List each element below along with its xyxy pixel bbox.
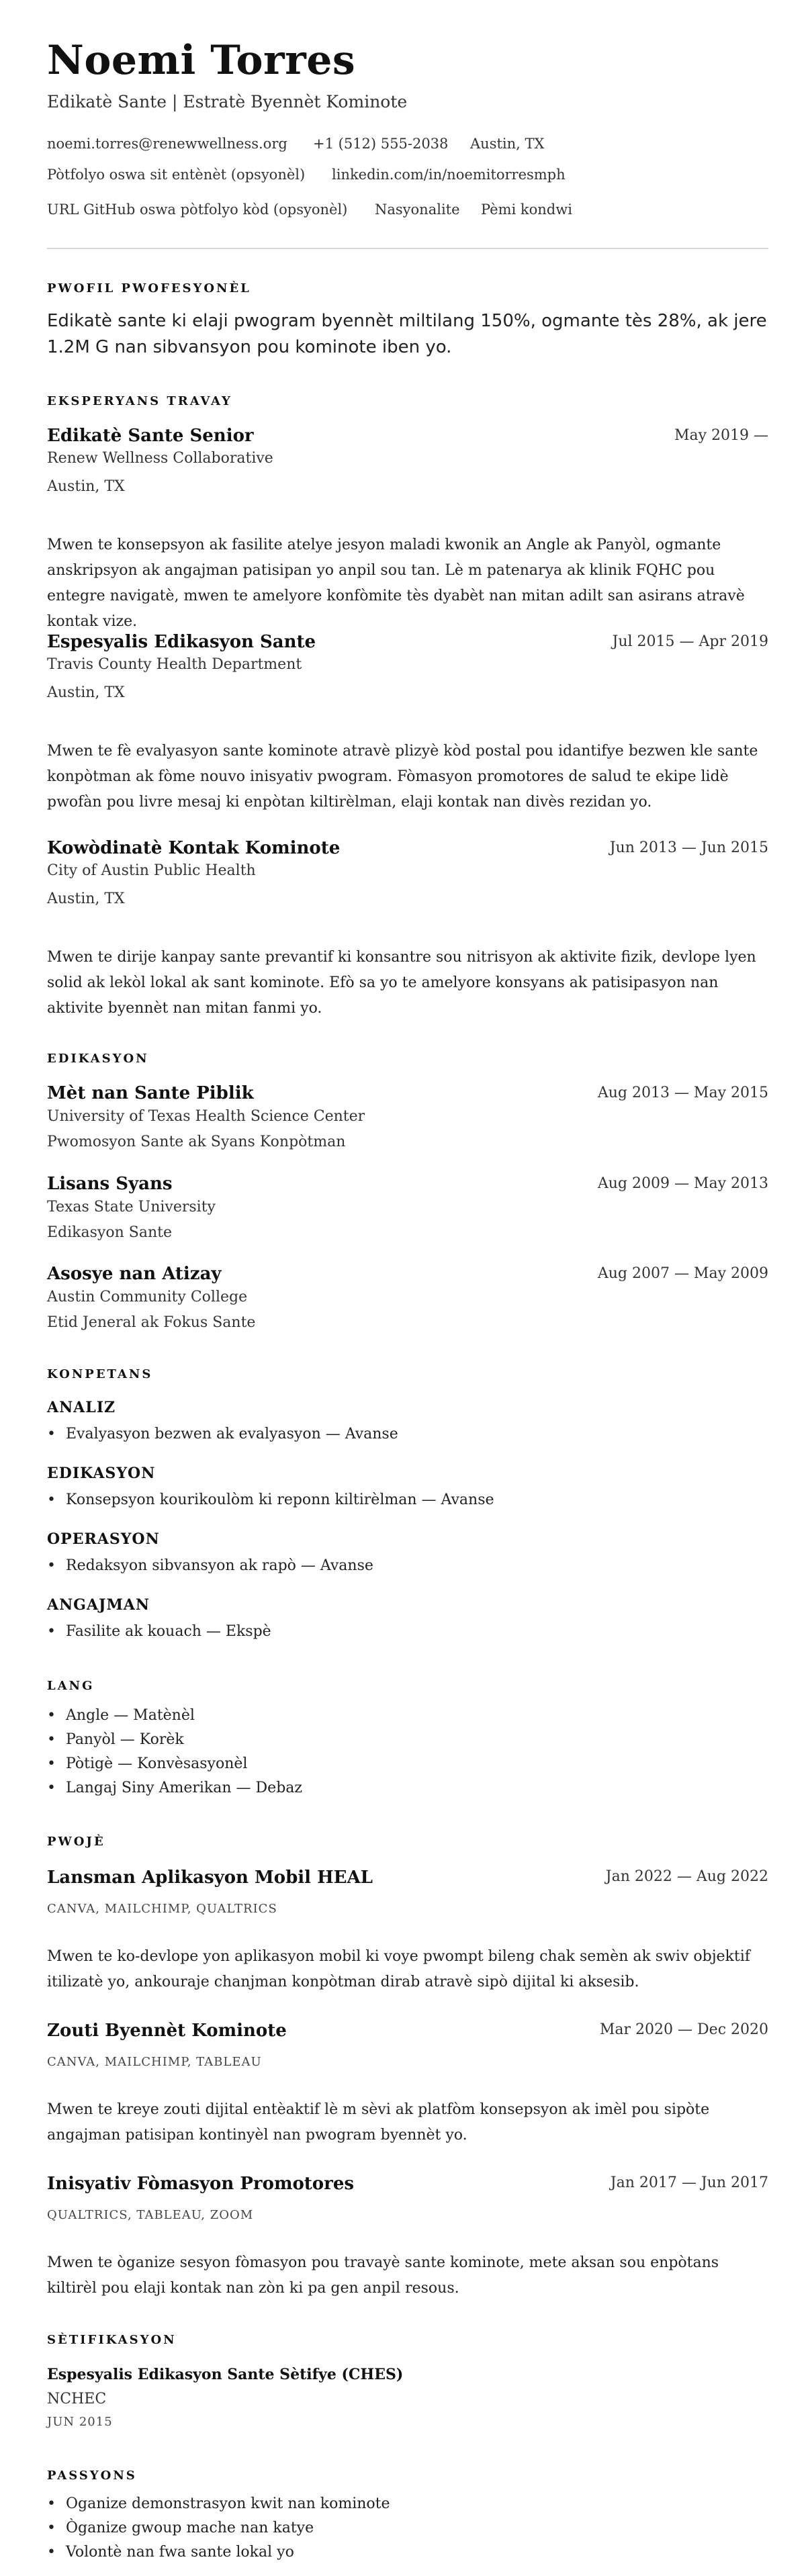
section-title-skills: KONPETANS <box>47 1367 153 1381</box>
education-field: Pwomosyon Sante ak Syans Konpòtman <box>47 1134 346 1150</box>
experience-title: Edikatè Sante Senior <box>47 426 254 446</box>
education-degree: Lisans Syans <box>47 1174 173 1194</box>
skill-item: • Evalyasyon bezwen ak evalyasyon — Avanse <box>47 1426 398 1442</box>
experience-location: Austin, TX <box>47 478 125 495</box>
language-item: • Panyòl — Korèk <box>47 1731 184 1748</box>
contact-location: Austin, TX <box>470 136 545 152</box>
section-title-projects: PWOJÈ <box>47 1835 105 1849</box>
project-title: Inisyativ Fòmasyon Promotores <box>47 2174 355 2194</box>
project-date: Jan 2022 — Aug 2022 <box>605 1868 768 1885</box>
certification-date: JUN 2015 <box>47 2415 113 2429</box>
project-tech: CANVA, MAILCHIMP, QUALTRICS <box>47 1902 277 1916</box>
project-tech: CANVA, MAILCHIMP, TABLEAU <box>47 2055 262 2069</box>
contact-nationality: Nasyonalite <box>375 201 460 218</box>
certification-issuer: NCHEC <box>47 2391 107 2407</box>
skill-category: ANGAJMAN <box>47 1596 150 1614</box>
experience-date: May 2019 — <box>674 427 768 444</box>
skill-item: • Konsepsyon kourikoulòm ki reponn kiltirèlman — Avanse <box>47 1491 494 1508</box>
skill-item: • Redaksyon sibvansyon ak rapò — Avanse <box>47 1557 373 1574</box>
language-item: • Angle — Matènèl <box>47 1707 195 1724</box>
project-date: Mar 2020 — Dec 2020 <box>599 2021 768 2038</box>
contact-email[interactable]: noemi.torres@renewwellness.org <box>47 136 287 152</box>
education-date: Aug 2009 — May 2013 <box>597 1175 768 1192</box>
project-title: Zouti Byennèt Kominote <box>47 2021 287 2041</box>
experience-org: Travis County Health Department <box>47 656 302 673</box>
skill-category: ANALIZ <box>47 1399 116 1416</box>
interest-item: • Oganize demonstrasyon kwit nan kominote <box>47 2495 390 2512</box>
experience-location: Austin, TX <box>47 890 125 907</box>
contact-portfolio[interactable]: Pòtfolyo oswa sit entènèt (opsyonèl) <box>47 167 306 183</box>
experience-org: Renew Wellness Collaborative <box>47 450 273 467</box>
section-title-summary: PWOFIL PWOFESYONÈL <box>47 281 251 295</box>
language-item: • Langaj Siny Amerikan — Debaz <box>47 1780 302 1796</box>
interest-item: • Òganize gwoup mache nan katye <box>47 2520 314 2536</box>
experience-location: Austin, TX <box>47 684 125 701</box>
section-title-interests: PASSYONS <box>47 2469 137 2483</box>
section-title-education: EDIKASYON <box>47 1052 149 1066</box>
experience-title: Kowòdinatè Kontak Kominote <box>47 838 341 858</box>
language-item: • Pòtigè — Konvèsasyonèl <box>47 1755 247 1772</box>
experience-description: Mwen te dirije kanpay sante prevantif ki konsantre sou nitrisyon ak aktivite fizik, devlope lyen solid ak lekòl lokal ak sant kominote. Efò sa yo te amelyore konsyans ak patisipasyon nan aktivite byennèt nan mitan fanmi yo. <box>47 949 756 1017</box>
experience-date: Jul 2015 — Apr 2019 <box>612 633 768 650</box>
education-field: Etid Jeneral ak Fokus Sante <box>47 1314 256 1331</box>
section-title-experience: EKSPERYANS TRAVAY <box>47 394 232 408</box>
contact-linkedin[interactable]: linkedin.com/in/noemitorresmph <box>332 167 566 183</box>
education-degree: Asosye nan Atizay <box>47 1264 222 1284</box>
education-school: Texas State University <box>47 1199 216 1215</box>
skill-category: EDIKASYON <box>47 1465 156 1482</box>
candidate-title: Edikatè Sante | Estratè Byennèt Kominote <box>47 92 408 111</box>
education-date: Aug 2007 — May 2009 <box>597 1265 768 1282</box>
project-title: Lansman Aplikasyon Mobil HEAL <box>47 1868 373 1888</box>
interest-item: • Volontè nan fwa sante lokal yo <box>47 2544 294 2561</box>
project-date: Jan 2017 — Jun 2017 <box>610 2174 768 2191</box>
education-date: Aug 2013 — May 2015 <box>597 1085 768 1101</box>
section-title-languages: LANG <box>47 1679 95 1693</box>
project-description: Mwen te ko-devlope yon aplikasyon mobil ki voye pwompt bileng chak semèn ak swiv objektif itilizatè yo, ankouraje chanjman konpòtman dirab atravè sipò dijital ki aksesib. <box>47 1948 750 1990</box>
certification-title: Espesyalis Edikasyon Sante Sètifye (CHES) <box>47 2366 404 2383</box>
experience-description: Mwen te fè evalyasyon sante kominote atravè plizyè kòd postal pou idantifye bezwen kle sante konpòtman ak fòme nouvo inisyativ pwogram. Fòmasyon promotores de salud te ekipe lidè pwofàn pou livre mesaj ki enpòtan kiltirèlman, elaji kontak nan divès rezidan yo. <box>47 743 758 811</box>
header-divider <box>47 248 768 249</box>
skill-category: OPERASYON <box>47 1530 160 1548</box>
education-school: University of Texas Health Science Center <box>47 1108 365 1125</box>
summary-text: Edikatè sante ki elaji pwogram byennèt miltilang 150%, ogmante tès 28%, ak jere 1.2M G nan sibvansyon pou kominote iben yo. <box>47 311 767 357</box>
section-title-certifications: SÈTIFIKASYON <box>47 2333 177 2347</box>
education-field: Edikasyon Sante <box>47 1224 172 1241</box>
contact-permit: Pèmi kondwi <box>481 201 572 218</box>
experience-title: Espesyalis Edikasyon Sante <box>47 632 316 652</box>
education-school: Austin Community College <box>47 1289 248 1305</box>
project-description: Mwen te òganize sesyon fòmasyon pou travayè sante kominote, mete aksan sou enpòtans kiltirèl pou elaji kontak nan zòn ki pa gen anpil resous. <box>47 2254 719 2297</box>
contact-github[interactable]: URL GitHub oswa pòtfolyo kòd (opsyonèl) <box>47 201 348 218</box>
contact-phone[interactable]: +1 (512) 555-2038 <box>313 136 449 152</box>
project-tech: QUALTRICS, TABLEAU, ZOOM <box>47 2208 254 2222</box>
education-degree: Mèt nan Sante Piblik <box>47 1083 254 1103</box>
experience-description: Mwen te konsepsyon ak fasilite atelye jesyon maladi kwonik an Angle ak Panyòl, ogmante anskripsyon ak angajman patisipan yo anpil sou tan. Lè m patenarya ak klinik FQHC pou entegre navigatè, mwen te amelyore konfòmite tès dyabèt nan mitan adilt san asirans atravè kontak vize. <box>47 537 745 630</box>
experience-date: Jun 2013 — Jun 2015 <box>609 839 768 856</box>
project-description: Mwen te kreye zouti dijital entèaktif lè m sèvi ak platfòm konsepsyon ak imèl pou sipòte angajman patisipan kontinyèl nan pwogram byennèt yo. <box>47 2101 710 2144</box>
skill-item: • Fasilite ak kouach — Ekspè <box>47 1623 271 1640</box>
candidate-name: Noemi Torres <box>47 37 356 84</box>
experience-org: City of Austin Public Health <box>47 862 256 879</box>
